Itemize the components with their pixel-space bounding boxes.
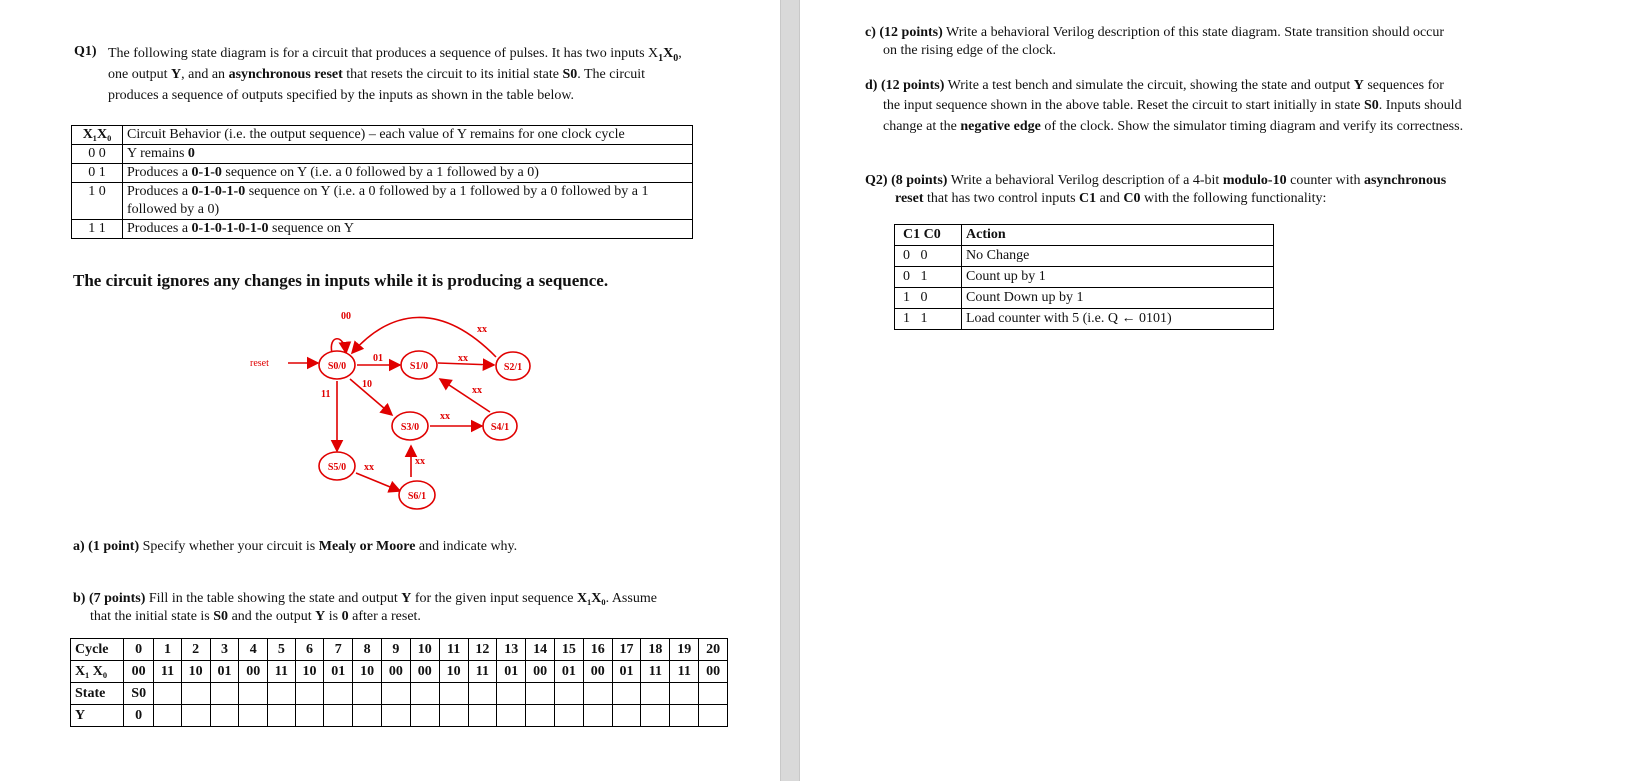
edge-s5-s6 <box>356 473 400 491</box>
table-cell[interactable] <box>295 683 324 705</box>
part-d-line3: change at the negative edge of the clock. Show the simulator timing diagram and verify its correctness. <box>883 119 1464 134</box>
table-cell: 01 <box>210 661 239 683</box>
table-row <box>71 683 728 705</box>
edge-label: xx <box>415 456 425 467</box>
table-cell[interactable] <box>382 705 411 727</box>
q1-intro-line3: produces a sequence of outputs specified by the inputs as shown in the table below. <box>108 88 575 103</box>
table-cell[interactable] <box>699 683 728 705</box>
edge-label: 01 <box>373 353 383 364</box>
table-cell: 18 <box>641 639 670 661</box>
table-cell: 20 <box>699 639 728 661</box>
table-cell: 00 <box>124 661 154 683</box>
table-cell: 11 <box>468 661 497 683</box>
table-row <box>71 639 728 661</box>
edge-label: xx <box>477 324 487 335</box>
table-cell: 7 <box>324 639 353 661</box>
table-cell: 2 <box>181 639 210 661</box>
table-cell: 10 <box>439 661 468 683</box>
edge-label: 10 <box>362 379 372 390</box>
row-label: State <box>71 683 124 705</box>
table-cell: 16 <box>583 639 612 661</box>
state-label: S3/0 <box>400 422 420 433</box>
edge-label: xx <box>458 353 468 364</box>
edge-s4-s1 <box>440 379 490 412</box>
q2-line1: Q2) (8 points) Write a behavioral Verilog description of a 4-bit modulo-10 counter with asynchronous <box>865 173 1447 188</box>
part-d-line1: d) (12 points) Write a test bench and simulate the circuit, showing the state and output Y sequences for <box>865 78 1444 93</box>
table-cell[interactable] <box>641 683 670 705</box>
table-cell[interactable] <box>210 705 239 727</box>
table-cell: 00 <box>382 661 411 683</box>
table-cell[interactable] <box>324 683 353 705</box>
table-cell: 10 <box>353 661 382 683</box>
table-cell[interactable] <box>410 705 439 727</box>
table-cell: 1 <box>154 639 181 661</box>
table-cell[interactable] <box>181 683 210 705</box>
table-row <box>71 705 728 727</box>
table-cell[interactable] <box>439 705 468 727</box>
table-row: 1 1 Load counter with 5 (i.e. Q ← 0101) <box>895 309 1274 330</box>
part-c-line1: c) (12 points) Write a behavioral Verilog description of this state diagram. State transition should occur <box>865 25 1445 40</box>
state-label: S1/0 <box>409 361 429 372</box>
table-cell[interactable] <box>641 705 670 727</box>
table-cell: 13 <box>497 639 526 661</box>
table-cell[interactable] <box>497 705 526 727</box>
state-label: S4/1 <box>490 422 510 433</box>
table-cell: 01 <box>612 661 641 683</box>
table-cell: 00 <box>583 661 612 683</box>
q1-intro-line2: one output Y, and an asynchronous reset that resets the circuit to its initial state S0. The circuit <box>108 67 646 82</box>
table-row: 1 0 Count Down up by 1 <box>895 288 1274 309</box>
reset-label: reset <box>250 358 269 369</box>
table-cell: 5 <box>268 639 295 661</box>
state-label: S6/1 <box>407 491 427 502</box>
edge-label: xx <box>440 411 450 422</box>
page-gutter <box>780 0 800 781</box>
part-a: a) (1 point) Specify whether your circuit is Mealy or Moore and indicate why. <box>73 539 518 554</box>
ignore-note: The circuit ignores any changes in inputs while it is producing a sequence. <box>73 271 609 290</box>
state-label: S2/1 <box>503 362 523 373</box>
table-cell: 11 <box>268 661 295 683</box>
left-page <box>0 0 780 781</box>
table-cell: 10 <box>181 661 210 683</box>
table-cell[interactable] <box>439 683 468 705</box>
q1-label: Q1) <box>74 44 97 59</box>
table-cell[interactable] <box>699 705 728 727</box>
table-cell[interactable] <box>154 705 181 727</box>
table-cell: 11 <box>154 661 181 683</box>
table-cell: 8 <box>353 639 382 661</box>
table-row: 0 1 Count up by 1 <box>895 267 1274 288</box>
table-cell[interactable] <box>526 683 555 705</box>
table-cell: 11 <box>641 661 670 683</box>
table-cell[interactable] <box>670 705 699 727</box>
table-cell: 14 <box>526 639 555 661</box>
table-cell: 11 <box>439 639 468 661</box>
table-cell[interactable] <box>353 683 382 705</box>
table-cell: 10 <box>295 661 324 683</box>
table-cell: 01 <box>497 661 526 683</box>
table-cell: S0 <box>124 683 154 705</box>
table-cell: 17 <box>612 639 641 661</box>
table-row: 0 0 Y remains 0 <box>72 145 693 164</box>
table-cell[interactable] <box>181 705 210 727</box>
table-cell[interactable] <box>583 705 612 727</box>
table-cell[interactable] <box>554 705 583 727</box>
table-cell: 00 <box>699 661 728 683</box>
table-cell: 12 <box>468 639 497 661</box>
table-cell: 19 <box>670 639 699 661</box>
table-cell[interactable] <box>612 683 641 705</box>
edge-label: xx <box>472 385 482 396</box>
table-cell: 0 <box>124 639 154 661</box>
table-row: 0 1 Produces a 0-1-0 sequence on Y (i.e. a 0 followed by a 1 followed by a 0) <box>72 164 693 183</box>
table-row <box>71 661 728 683</box>
table-cell[interactable] <box>239 683 268 705</box>
table-cell[interactable] <box>324 705 353 727</box>
table-cell: 00 <box>526 661 555 683</box>
table-cell[interactable] <box>670 683 699 705</box>
part-d-line2: the input sequence shown in the above table. Reset the circuit to start initially in state S0. Inputs should <box>883 98 1462 113</box>
table-cell[interactable] <box>554 683 583 705</box>
table-row: C1 C0 Action <box>895 225 1274 246</box>
table-cell[interactable] <box>268 683 295 705</box>
part-b-line2: that the initial state is S0 and the output Y is 0 after a reset. <box>90 609 421 624</box>
state-diagram <box>240 305 540 520</box>
table-cell: 15 <box>554 639 583 661</box>
edge-label: xx <box>364 462 374 473</box>
table-cell[interactable] <box>382 683 411 705</box>
table-cell[interactable] <box>526 705 555 727</box>
table-row: X₁X₀ Circuit Behavior (i.e. the output sequence) – each value of Y remains for one clock cycle <box>72 126 693 145</box>
table-cell[interactable] <box>154 683 181 705</box>
table-cell: 10 <box>410 639 439 661</box>
behavior-table <box>71 125 693 239</box>
row-label: X₁ X₀ <box>71 661 124 683</box>
table-cell[interactable] <box>210 683 239 705</box>
table-cell[interactable] <box>468 683 497 705</box>
table-cell[interactable] <box>468 705 497 727</box>
row-label: Cycle <box>71 639 124 661</box>
table-cell: 9 <box>382 639 411 661</box>
table-cell[interactable] <box>268 705 295 727</box>
table-cell[interactable] <box>583 683 612 705</box>
table-row: 0 0 No Change <box>895 246 1274 267</box>
q2-line2: reset that has two control inputs C1 and C0 with the following functionality: <box>895 191 1327 206</box>
right-page <box>800 0 1646 781</box>
table-cell: 4 <box>239 639 268 661</box>
table-row: 1 1 Produces a 0-1-0-1-0-1-0 sequence on Y <box>72 220 693 239</box>
edge-label: 00 <box>341 311 351 322</box>
edge-label: 11 <box>321 389 331 400</box>
table-cell[interactable] <box>353 705 382 727</box>
row-label: Y <box>71 705 124 727</box>
table-cell: 3 <box>210 639 239 661</box>
table-cell[interactable] <box>239 705 268 727</box>
state-label: S0/0 <box>327 361 347 372</box>
part-b-line1: b) (7 points) Fill in the table showing the state and output Y for the given input sequence X₁X₀. Assume <box>73 591 657 606</box>
table-row: 1 0 Produces a 0-1-0-1-0 sequence on Y (i.e. a 0 followed by a 1 followed by a 0 followed by a 1 followed by a 0) <box>72 183 693 220</box>
state-label: S5/0 <box>327 462 347 473</box>
table-cell[interactable] <box>612 705 641 727</box>
table-cell: 01 <box>324 661 353 683</box>
table-cell[interactable] <box>295 705 324 727</box>
q1-intro-line1: The following state diagram is for a circuit that produces a sequence of pulses. It has two inputs $X_1X_0$, <box>108 46 682 64</box>
table-cell[interactable] <box>410 683 439 705</box>
part-c-line2: on the rising edge of the clock. <box>883 43 1057 58</box>
sequence-table <box>70 638 728 727</box>
table-cell: 01 <box>554 661 583 683</box>
table-cell: 00 <box>239 661 268 683</box>
table-cell: 00 <box>410 661 439 683</box>
table-cell: 11 <box>670 661 699 683</box>
table-cell: 0 <box>124 705 154 727</box>
counter-table <box>894 224 1274 330</box>
table-cell[interactable] <box>497 683 526 705</box>
table-cell: 6 <box>295 639 324 661</box>
